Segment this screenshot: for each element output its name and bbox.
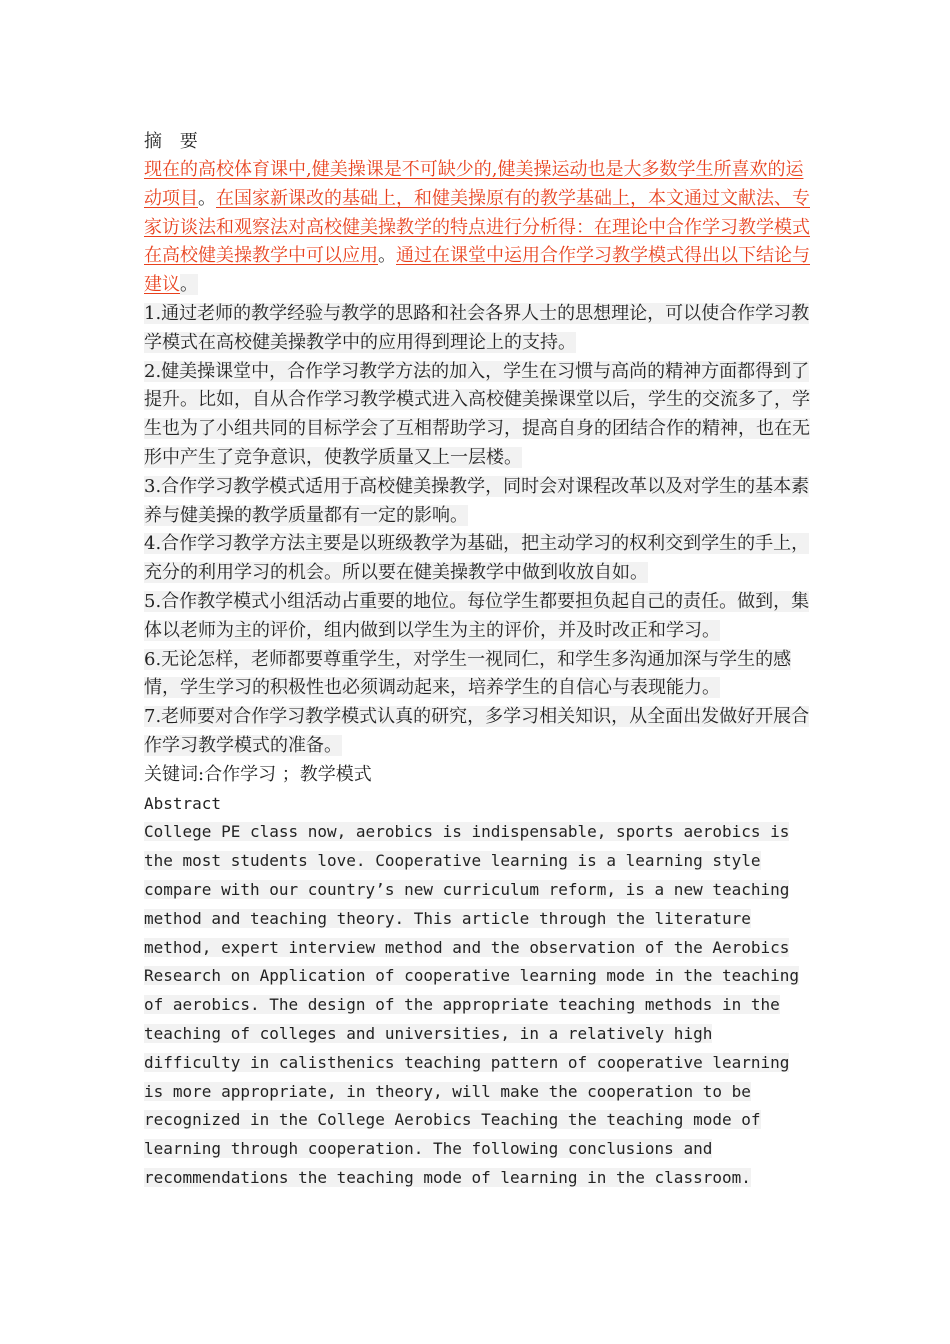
abstract-intro bbox=[144, 156, 814, 300]
abstract-en-line: the most students love. Cooperative learning is a learning style bbox=[144, 851, 761, 871]
intro-sentence-2: 在国家新课改的基础上，和健美操原有的教学基础上，本文通过文献法、专家访谈法和观察法对高校健美操教学的特点进行分析得：在理论中合作学习教学模式在高校健美操教学中可以应用 bbox=[144, 187, 810, 267]
abstract-en-line: learning through cooperation. The following conclusions and bbox=[144, 1139, 713, 1159]
abstract-en-line: recognized in the College Aerobics Teaching the teaching mode of bbox=[144, 1110, 761, 1130]
intro-end: 。 bbox=[180, 274, 198, 296]
abstract-heading-en: Abstract bbox=[144, 793, 222, 813]
abstract-en-line: of aerobics. The design of the appropriate teaching methods in the bbox=[144, 995, 780, 1015]
document-page bbox=[144, 128, 814, 1193]
abstract-en-line: teaching of colleges and universities, in a relatively high bbox=[144, 1023, 713, 1043]
abstract-en-line: method, expert interview method and the observation of the Aerobics bbox=[144, 937, 790, 957]
intro-separator-2: 。 bbox=[378, 245, 396, 267]
conclusion-point-2: 2.健美操课堂中，合作学习教学方法的加入，学生在习惯与高尚的精神方面都得到了提升。比如，自从合作学习教学模式进入高校健美操课堂以后，学生的交流多了，学生也为了小组共同的目标学会了互相帮助学习，提高自身的团结合作的精神，也在无形中产生了竞争意识，使教学质量又上一层楼。 bbox=[144, 360, 810, 468]
abstract-en-line: recommendations the teaching mode of learning in the classroom. bbox=[144, 1167, 751, 1187]
intro-separator-1: 。 bbox=[198, 187, 216, 209]
abstract-en-line: difficulty in calisthenics teaching pattern of cooperative learning bbox=[144, 1052, 790, 1072]
abstract-en-line: College PE class now, aerobics is indispensable, sports aerobics is bbox=[144, 822, 790, 842]
abstract-en-line: compare with our country’s new curriculum reform, is a new teaching bbox=[144, 879, 790, 899]
conclusion-point-1: 1.通过老师的教学经验与教学的思路和社会各界人士的思想理论，可以使合作学习教学模式在高校健美操教学中的应用得到理论上的支持。 bbox=[144, 302, 810, 353]
conclusion-point-5: 5.合作教学模式小组活动占重要的地位。每位学生都要担负起自己的责任。做到，集体以老师为主的评价，组内做到以学生为主的评价，并及时改正和学习。 bbox=[144, 590, 810, 641]
intro-sentence-1: 现在的高校体育课中,健美操课是不可缺少的,健美操运动也是大多数学生所喜欢的运动项目 bbox=[144, 159, 804, 209]
abstract-en-line: Research on Application of cooperative learning mode in the teaching bbox=[144, 966, 800, 986]
abstract-en-line: method and teaching theory. This article through the literature bbox=[144, 908, 751, 928]
conclusion-point-6: 6.无论怎样，老师都要尊重学生，对学生一视同仁，和学生多沟通加深与学生的感情，学生学习的积极性也必须调动起来，培养学生的自信心与表现能力。 bbox=[144, 648, 792, 699]
keywords-line: 关键词:合作学习 ；教学模式 bbox=[144, 763, 372, 785]
abstract-en-line: is more appropriate, in theory, will make the cooperation to be bbox=[144, 1081, 751, 1101]
conclusion-point-3: 3.合作学习教学模式适用于高校健美操教学，同时会对课程改革以及对学生的基本素养与健美操的教学质量都有一定的影响。 bbox=[144, 475, 810, 526]
intro-sentence-3: 通过在课堂中运用合作学习教学模式得出以下结论与建议 bbox=[144, 245, 810, 296]
abstract-en-body bbox=[144, 818, 814, 1192]
conclusion-point-4: 4.合作学习教学方法主要是以班级教学为基础，把主动学习的权利交到学生的手上，充分的利用学习的机会。所以要在健美操教学中做到收放自如。 bbox=[144, 533, 810, 584]
abstract-heading-cn: 摘 要 bbox=[144, 131, 204, 152]
conclusion-point-7: 7.老师要对合作学习教学模式认真的研究，多学习相关知识，从全面出发做好开展合作学习教学模式的准备。 bbox=[144, 706, 810, 756]
